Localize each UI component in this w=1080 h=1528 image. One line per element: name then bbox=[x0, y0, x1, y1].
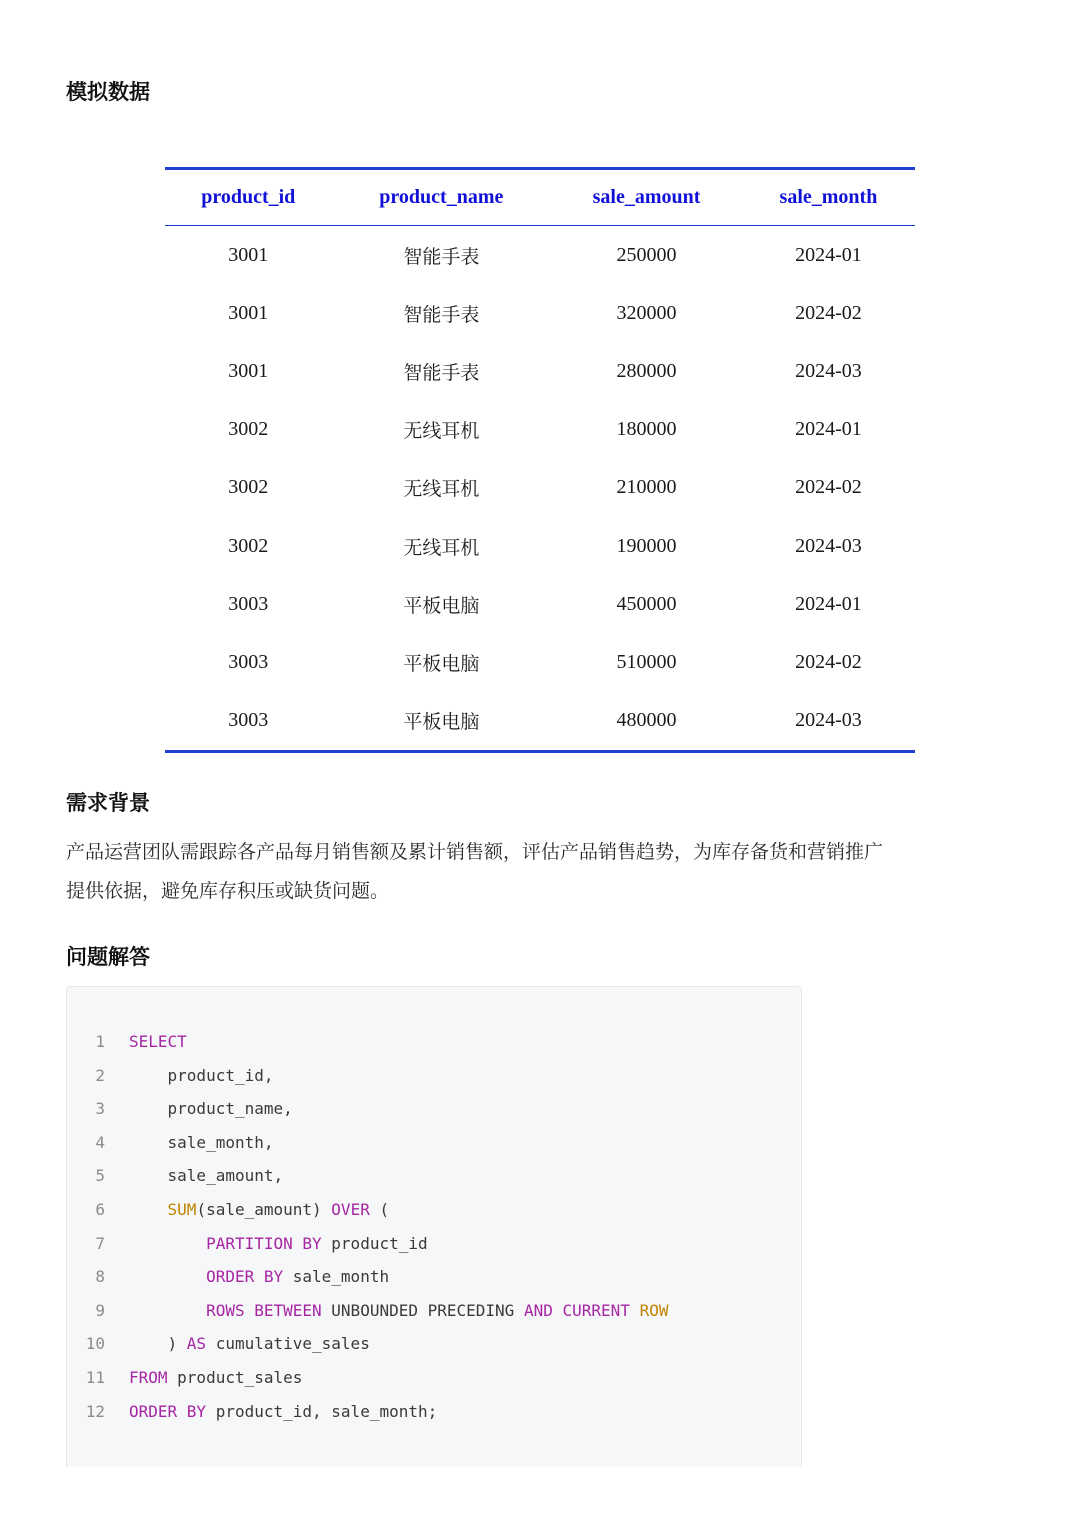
line-number: 8 bbox=[95, 1267, 105, 1287]
cell-product-id: 3002 bbox=[228, 534, 269, 557]
answer-heading: 问题解答 bbox=[66, 945, 150, 969]
code-line bbox=[67, 1227, 428, 1261]
code-indent bbox=[129, 1133, 168, 1152]
cell-product-id: 3002 bbox=[228, 476, 269, 499]
sql-keyword: PARTITION BY bbox=[206, 1233, 322, 1253]
line-number: 1 bbox=[95, 1032, 105, 1051]
cell-product-id: 3001 bbox=[228, 359, 269, 382]
table-row bbox=[165, 633, 915, 691]
sql-code-block bbox=[66, 986, 802, 1467]
sql-text: ( bbox=[369, 1200, 390, 1219]
sql-function: ROW bbox=[639, 1300, 669, 1320]
cell-product-id: 3003 bbox=[228, 592, 269, 615]
sql-keyword: OVER bbox=[331, 1200, 370, 1219]
sql-function: SUM bbox=[167, 1200, 197, 1219]
sql-text bbox=[553, 1301, 563, 1320]
cell-product-name: 平板电脑 bbox=[403, 711, 480, 734]
cell-sale-month: 2024-03 bbox=[795, 534, 862, 557]
cell-product-name: 无线耳机 bbox=[403, 478, 480, 501]
sql-keyword: FROM bbox=[129, 1368, 168, 1387]
code-indent bbox=[129, 1099, 168, 1118]
code-indent bbox=[129, 1234, 206, 1253]
table-row bbox=[165, 692, 915, 752]
code-indent bbox=[129, 1166, 168, 1185]
cell-sale-amount: 250000 bbox=[616, 243, 677, 266]
table-row bbox=[165, 401, 915, 459]
code-line bbox=[67, 1294, 668, 1328]
background-line-2: 提供依据，避免库存积压或缺货问题。 bbox=[66, 880, 390, 902]
cell-sale-amount: 210000 bbox=[616, 476, 677, 499]
cell-sale-month: 2024-02 bbox=[795, 301, 862, 324]
cell-product-name: 平板电脑 bbox=[403, 594, 480, 617]
sql-keyword: ORDER BY bbox=[206, 1267, 284, 1287]
table-body bbox=[165, 226, 915, 752]
sql-text bbox=[630, 1301, 640, 1320]
sql-text: sale_month bbox=[283, 1267, 390, 1287]
line-number: 12 bbox=[85, 1401, 105, 1421]
line-number: 4 bbox=[95, 1132, 105, 1152]
line-number: 7 bbox=[95, 1233, 105, 1253]
sql-keyword: AND bbox=[523, 1300, 553, 1320]
cell-product-name: 无线耳机 bbox=[403, 420, 480, 443]
cell-product-name: 无线耳机 bbox=[403, 536, 480, 559]
sql-text: product_id bbox=[321, 1233, 428, 1253]
sql-keyword: CURRENT bbox=[562, 1300, 630, 1320]
cell-product-id: 3001 bbox=[228, 243, 269, 266]
code-indent bbox=[129, 1301, 206, 1320]
line-number: 6 bbox=[95, 1200, 105, 1219]
table-row bbox=[165, 459, 915, 517]
code-line bbox=[67, 1159, 283, 1193]
sql-text: UNBOUNDED PRECEDING bbox=[321, 1300, 524, 1320]
cell-product-name: 智能手表 bbox=[403, 245, 480, 268]
code-line bbox=[67, 1193, 389, 1227]
code-line bbox=[67, 1126, 274, 1160]
code-line bbox=[67, 1395, 437, 1429]
header-sale-amount: sale_amount bbox=[592, 186, 701, 208]
code-line bbox=[67, 1361, 302, 1395]
code-line bbox=[67, 1025, 187, 1059]
cell-product-id: 3003 bbox=[228, 650, 269, 673]
header-product-name: product_name bbox=[379, 186, 504, 208]
sql-text: (sale_amount) bbox=[196, 1200, 332, 1219]
table-row bbox=[165, 575, 915, 633]
line-number: 2 bbox=[95, 1065, 105, 1085]
code-indent bbox=[129, 1267, 206, 1286]
sql-text: product_id, bbox=[167, 1065, 274, 1085]
line-number: 5 bbox=[95, 1166, 105, 1186]
cell-sale-month: 2024-02 bbox=[795, 476, 862, 499]
cell-sale-month: 2024-03 bbox=[795, 359, 862, 382]
table-header-row bbox=[165, 169, 915, 226]
code-indent bbox=[129, 1066, 168, 1085]
cell-sale-month: 2024-01 bbox=[795, 243, 862, 266]
code-line bbox=[67, 1260, 389, 1294]
table-row bbox=[165, 517, 915, 575]
sql-text: ) bbox=[167, 1334, 187, 1354]
cell-sale-amount: 320000 bbox=[616, 301, 677, 324]
code-line bbox=[67, 1092, 293, 1126]
line-number: 10 bbox=[85, 1334, 105, 1354]
header-sale-month: sale_month bbox=[779, 186, 878, 208]
cell-product-name: 智能手表 bbox=[403, 303, 480, 326]
cell-sale-amount: 450000 bbox=[616, 592, 677, 615]
sql-keyword: SELECT bbox=[129, 1032, 187, 1051]
sql-keyword: ORDER BY bbox=[129, 1401, 207, 1421]
line-number: 11 bbox=[85, 1368, 105, 1387]
cell-sale-month: 2024-01 bbox=[795, 592, 862, 615]
code-line bbox=[67, 1059, 274, 1093]
cell-product-id: 3003 bbox=[228, 709, 269, 732]
line-number: 9 bbox=[95, 1300, 105, 1320]
sql-keyword: AS bbox=[186, 1334, 207, 1354]
cell-sale-amount: 190000 bbox=[616, 534, 677, 557]
sql-text: sale_month, bbox=[167, 1132, 274, 1152]
cell-sale-amount: 280000 bbox=[616, 359, 677, 382]
sql-text: cumulative_sales bbox=[206, 1334, 370, 1354]
cell-product-id: 3002 bbox=[228, 418, 269, 441]
product-sales-table bbox=[165, 167, 915, 753]
cell-sale-month: 2024-02 bbox=[795, 650, 862, 673]
background-heading: 需求背景 bbox=[66, 791, 150, 815]
code-line bbox=[67, 1327, 370, 1361]
cell-product-id: 3001 bbox=[228, 301, 269, 324]
cell-sale-amount: 180000 bbox=[616, 418, 677, 441]
cell-sale-amount: 480000 bbox=[616, 709, 677, 732]
table-row bbox=[165, 226, 915, 285]
code-indent bbox=[129, 1200, 168, 1219]
table-row bbox=[165, 342, 915, 400]
line-number: 3 bbox=[95, 1099, 105, 1119]
sql-text: product_sales bbox=[167, 1368, 303, 1387]
table-row bbox=[165, 284, 915, 342]
header-product-id: product_id bbox=[201, 186, 296, 208]
cell-product-name: 平板电脑 bbox=[403, 652, 480, 675]
sql-text: sale_amount, bbox=[167, 1166, 284, 1186]
cell-sale-month: 2024-01 bbox=[795, 418, 862, 441]
sql-text: product_id, sale_month; bbox=[206, 1401, 438, 1421]
code-indent bbox=[129, 1334, 168, 1353]
background-line-1: 产品运营团队需跟踪各产品每月销售额及累计销售额，评估产品销售趋势，为库存备货和营销推广 bbox=[66, 841, 884, 863]
cell-sale-month: 2024-03 bbox=[795, 709, 862, 732]
cell-sale-amount: 510000 bbox=[616, 650, 677, 673]
mock-data-heading: 模拟数据 bbox=[66, 80, 150, 104]
background-paragraph bbox=[66, 833, 1016, 911]
cell-product-name: 智能手表 bbox=[403, 361, 480, 384]
sql-text: product_name, bbox=[167, 1099, 293, 1119]
sql-keyword: ROWS BETWEEN bbox=[206, 1300, 322, 1320]
